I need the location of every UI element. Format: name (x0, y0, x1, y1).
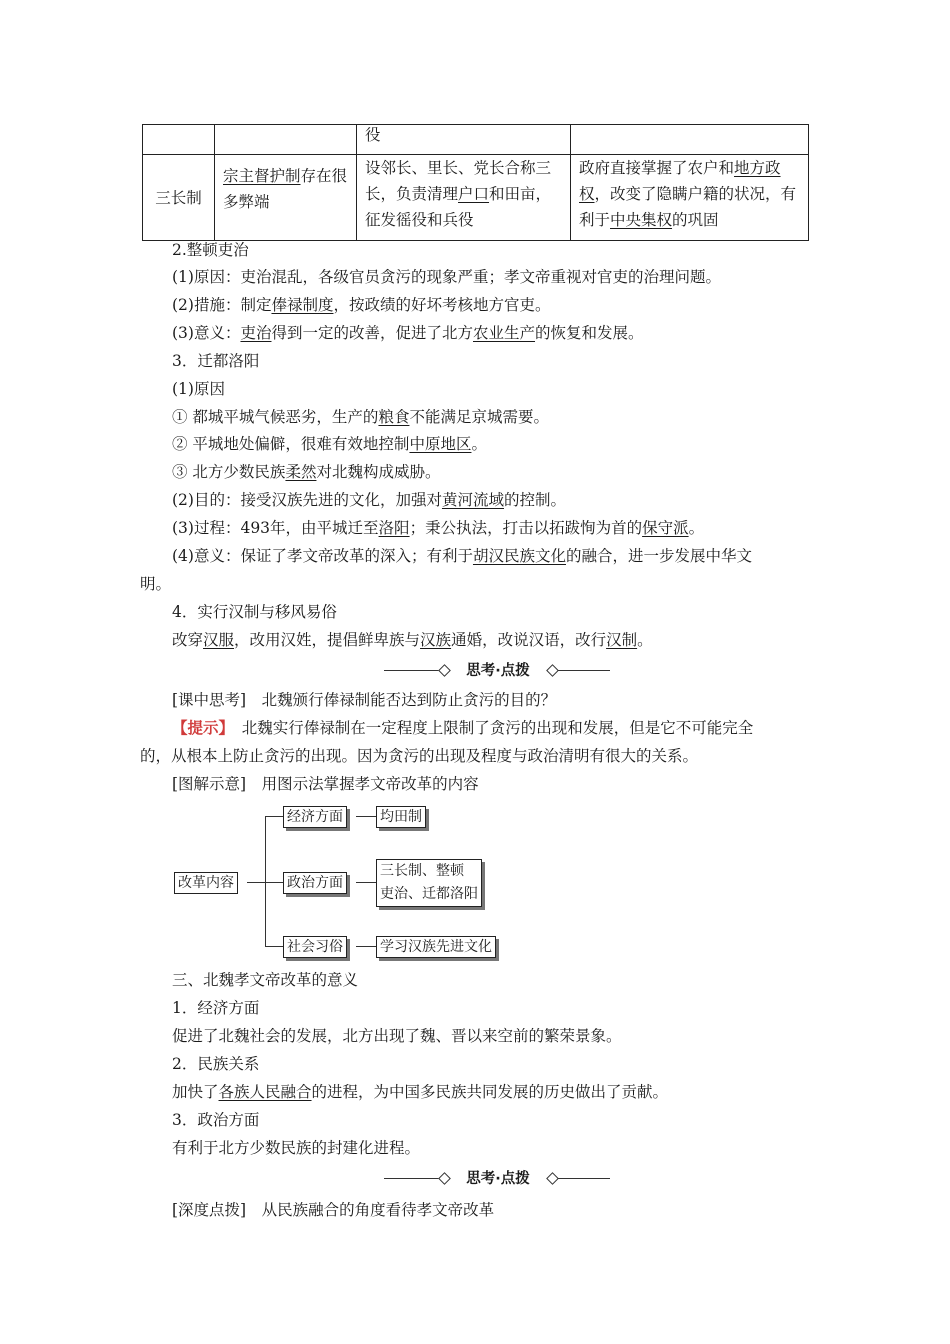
paragraph: 有利于北方少数民族的封建化进程。 (172, 1139, 421, 1157)
paragraph: [深度点拨] 从民族融合的角度看待孝文帝改革 (172, 1201, 495, 1219)
section-title: 3．迁都洛阳 (172, 352, 260, 370)
diagram-leaf: 三长制、整顿 吏治、迁都洛阳 (376, 859, 482, 907)
paragraph: (3)过程：493年，由平城迁至洛阳；秉公执法，打击以拓跋恂为首的保守派。 (172, 519, 705, 537)
table-row (143, 155, 809, 241)
table-cell (215, 125, 357, 155)
three-chief-table (142, 124, 809, 241)
diagram-branch-politics: 政治方面 (283, 872, 347, 894)
think-separator: 思考·点拨 (384, 659, 610, 683)
paragraph: ③ 北方少数民族柔然对北魏构成威胁。 (172, 463, 441, 481)
row-name: 三长制 (143, 155, 215, 241)
paragraph: 明。 (140, 575, 172, 593)
paragraph: 加快了各族人民融合的进程，为中国多民族共同发展的历史做出了贡献。 (172, 1083, 669, 1101)
answer: 的，从根本上防止贪污的出现。因为贪污的出现及程度与政治清明有很大的关系。 (140, 747, 699, 765)
part-title: 三、北魏孝文帝改革的意义 (172, 971, 359, 989)
diagram-branch-economy: 经济方面 (283, 806, 347, 828)
diagram-root: 改革内容 (174, 872, 238, 894)
section-title: 4．实行汉制与移风易俗 (172, 603, 337, 621)
section-title: 1．经济方面 (172, 999, 260, 1017)
paragraph: 促进了北魏社会的发展，北方出现了魏、晋以来空前的繁荣景象。 (172, 1027, 622, 1045)
section-title: 2.整顿吏治 (172, 241, 249, 259)
table-cell (143, 125, 215, 155)
paragraph: (2)目的：接受汉族先进的文化，加强对黄河流域的控制。 (172, 491, 566, 509)
paragraph: (3)意义：吏治得到一定的改善，促进了北方农业生产的恢复和发展。 (172, 324, 644, 342)
effect-cell: 政府直接掌握了农户和地方政权，改变了隐瞒户籍的状况，有利于中央集权的巩固 (571, 155, 809, 241)
section-title: 2．民族关系 (172, 1055, 260, 1073)
paragraph: ② 平城地处偏僻，很难有效地控制中原地区。 (172, 435, 487, 453)
paragraph: (1)原因 (172, 380, 225, 398)
paragraph: 改穿汉服，改用汉姓，提倡鲜卑族与汉族通婚，改说汉语，改行汉制。 (172, 631, 653, 649)
section-title: 3．政治方面 (172, 1111, 260, 1129)
diagram-leaf: 学习汉族先进文化 (376, 936, 496, 958)
paragraph: (4)意义：保证了孝文帝改革的深入；有利于胡汉民族文化的融合，进一步发展中华文 (172, 547, 752, 565)
question: [课中思考] 北魏颁行俸禄制能否达到防止贪污的目的？ (172, 691, 557, 709)
think-separator: 思考·点拨 (384, 1167, 610, 1191)
table-row (143, 125, 809, 155)
paragraph: (1)原因：吏治混乱，各级官员贪污的现象严重；孝文帝重视对官吏的治理问题。 (172, 268, 721, 286)
paragraph: ① 都城平城气候恶劣，生产的粮食不能满足京城需要。 (172, 408, 549, 426)
tip-label: 【提示】 (172, 719, 227, 737)
diagram-branch-customs: 社会习俗 (283, 936, 347, 958)
diagram-caption: [图解示意] 用图示法掌握孝文帝改革的内容 (172, 775, 479, 793)
diagram-leaf: 均田制 (376, 806, 426, 828)
table-cell (571, 125, 809, 155)
content-cell: 设邻长、里长、党长合称三长，负责清理户口和田亩，征发徭役和兵役 (357, 155, 571, 241)
answer: 【提示】 北魏实行俸禄制在一定程度上限制了贪污的出现和发展，但是它不可能完全 (172, 719, 754, 737)
table-cell: 役 (357, 125, 571, 155)
paragraph: (2)措施：制定俸禄制度，按政绩的好坏考核地方官吏。 (172, 296, 551, 314)
reason-cell: 宗主督护制存在很多弊端 (215, 155, 357, 241)
